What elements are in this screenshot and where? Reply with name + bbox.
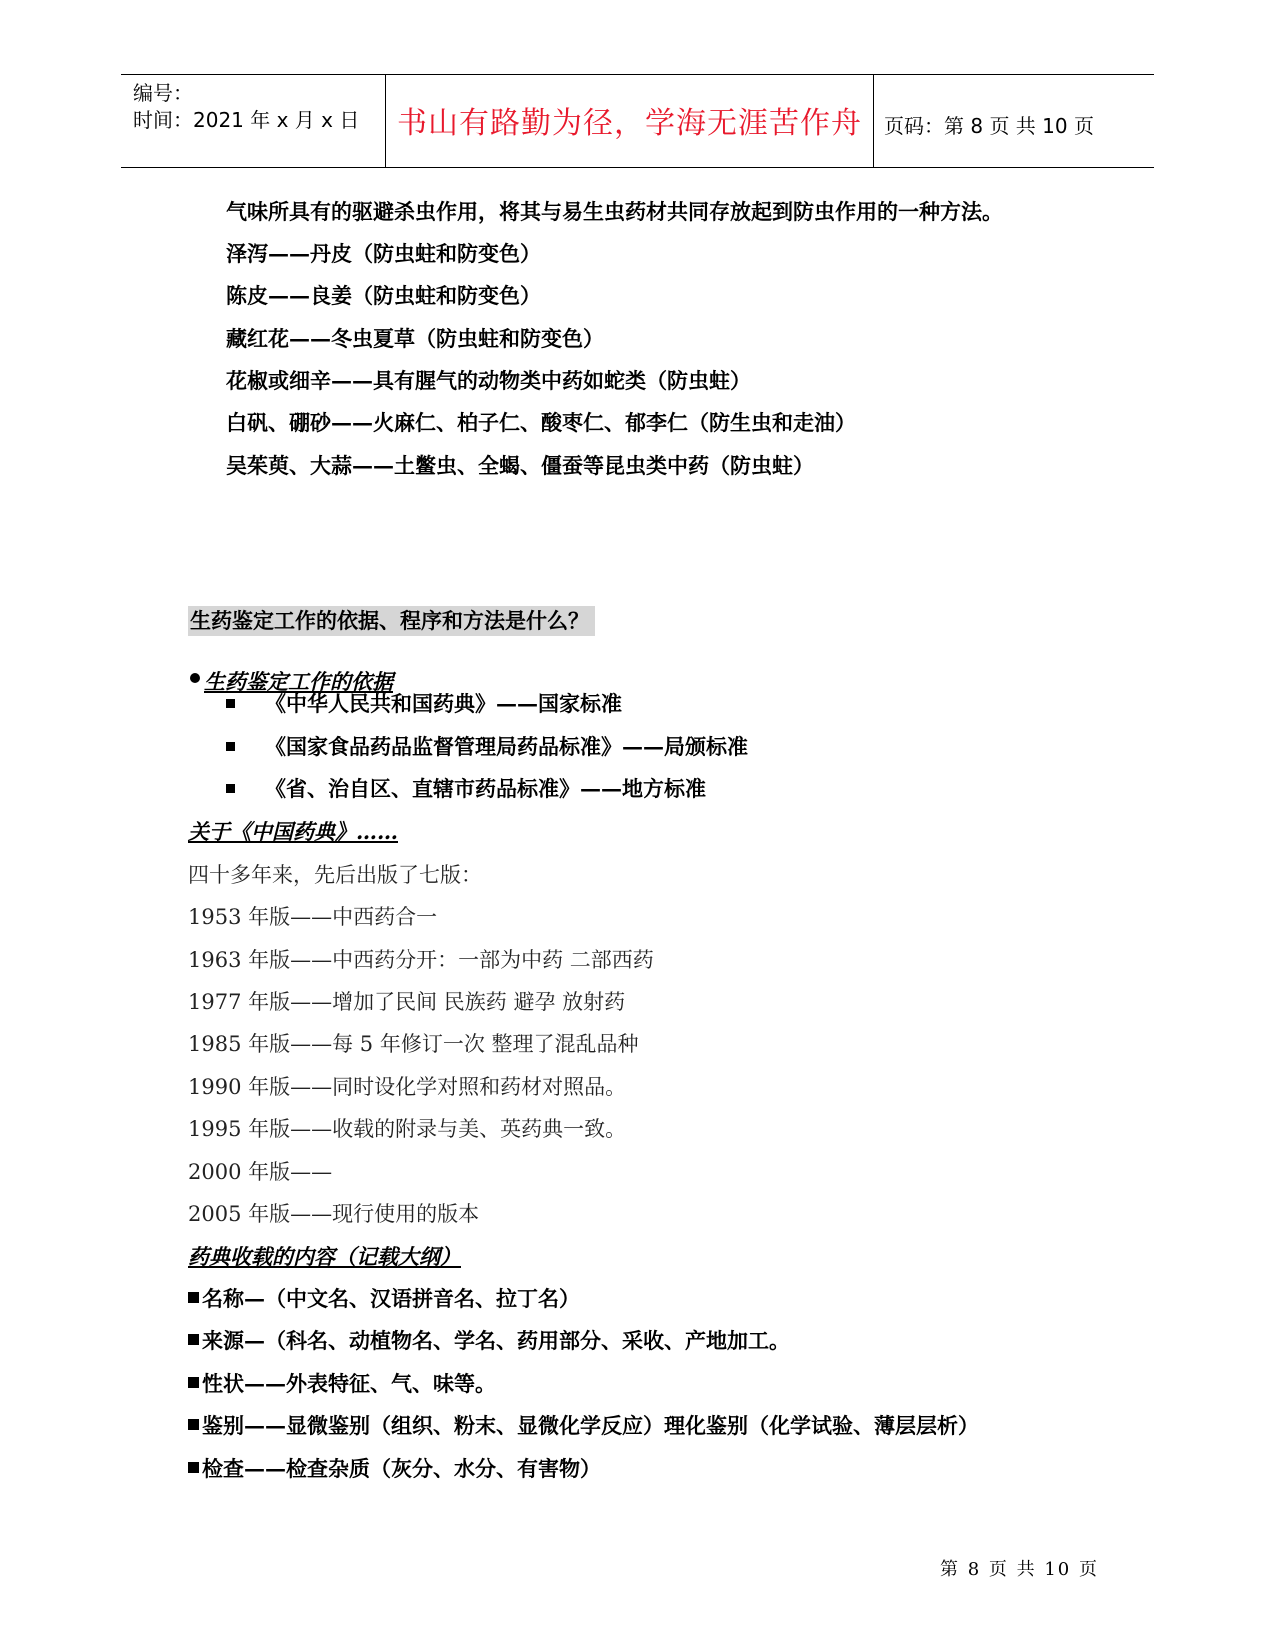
contents-item: 检查——检查杂质（灰分、水分、有害物）: [188, 1455, 601, 1483]
header-motto: 书山有路勤为径，学海无涯苦作舟: [397, 106, 862, 141]
intro-line: 泽泻——丹皮（防虫蛀和防变色）: [226, 241, 541, 266]
header-divider-right: [873, 75, 874, 168]
page-footer: 第 8 页 共 10 页: [940, 1559, 1099, 1580]
edition-line: 1953 年版——中西药合一: [188, 905, 438, 929]
pharmacopoeia-intro: 四十多年来，先后出版了七版：: [188, 863, 482, 887]
edition-line: 2005 年版——现行使用的版本: [188, 1202, 480, 1226]
square-bullet-icon: [188, 1462, 199, 1473]
contents-item: 鉴别——显微鉴别（组织、粉末、显微化学反应）理化鉴别（化学试验、薄层层析）: [188, 1412, 979, 1440]
basis-heading: 生药鉴定工作的依据: [204, 669, 393, 694]
edition-line: 1995 年版——收载的附录与美、英药典一致。: [188, 1117, 627, 1141]
square-bullet-icon: [188, 1377, 199, 1388]
contents-item: 名称—（中文名、汉语拼音名、拉丁名）: [188, 1285, 580, 1313]
basis-item: 《中华人民共和国药典》——国家标准: [226, 690, 622, 718]
intro-line: 气味所具有的驱避杀虫作用，将其与易生虫药材共同存放起到防虫作用的一种方法。: [226, 199, 1003, 224]
contents-heading: 药典收载的内容（记载大纲）: [188, 1244, 461, 1269]
square-bullet-icon: [226, 784, 235, 793]
header-time-label: 时间：2021 年 x 月 x 日: [133, 108, 360, 132]
intro-line: 白矾、硼砂——火麻仁、柏子仁、酸枣仁、郁李仁（防生虫和走油）: [226, 410, 856, 435]
intro-line: 藏红花——冬虫夏草（防虫蛀和防变色）: [226, 326, 604, 351]
edition-line: 1990 年版——同时设化学对照和药材对照品。: [188, 1075, 627, 1099]
basis-item: 《省、治自区、直辖市药品标准》——地方标准: [226, 775, 706, 803]
square-bullet-icon: [226, 742, 235, 751]
square-bullet-icon: [226, 699, 235, 708]
contents-item: 性状——外表特征、气、味等。: [188, 1370, 496, 1398]
intro-line: 陈皮——良姜（防虫蛀和防变色）: [226, 283, 541, 308]
header-meta: [133, 80, 359, 134]
square-bullet-icon: [188, 1292, 199, 1303]
section-question: [188, 607, 595, 635]
edition-line: 1963 年版——中西药分开：一部为中药 二部西药: [188, 948, 654, 972]
square-bullet-icon: [188, 1334, 199, 1345]
basis-item: 《国家食品药品监督管理局药品标准》——局颁标准: [226, 733, 748, 761]
edition-line: 1977 年版——增加了民间 民族药 避孕 放射药: [188, 990, 626, 1014]
header-top-rule: [121, 74, 1154, 75]
header-number-label: 编号：: [133, 81, 193, 105]
intro-line: 花椒或细辛——具有腥气的动物类中药如蛇类（防虫蛀）: [226, 368, 751, 393]
intro-line: 吴茱萸、大蒜——土鳖虫、全蝎、僵蚕等昆虫类中药（防虫蛀）: [226, 453, 814, 478]
header-page-label: 页码：第 8 页 共 10 页: [884, 114, 1094, 138]
edition-line: 2000 年版——: [188, 1160, 333, 1184]
section-question-text: 生药鉴定工作的依据、程序和方法是什么？: [188, 606, 595, 636]
bullet-dot-icon: [190, 673, 200, 683]
header-bottom-rule: [121, 167, 1154, 168]
square-bullet-icon: [188, 1419, 199, 1430]
pharmacopoeia-heading: 关于《中国药典》……: [188, 819, 398, 844]
contents-item: 来源—（科名、动植物名、学名、药用部分、采收、产地加工。: [188, 1327, 790, 1355]
edition-line: 1985 年版——每 5 年修订一次 整理了混乱品种: [188, 1032, 639, 1056]
